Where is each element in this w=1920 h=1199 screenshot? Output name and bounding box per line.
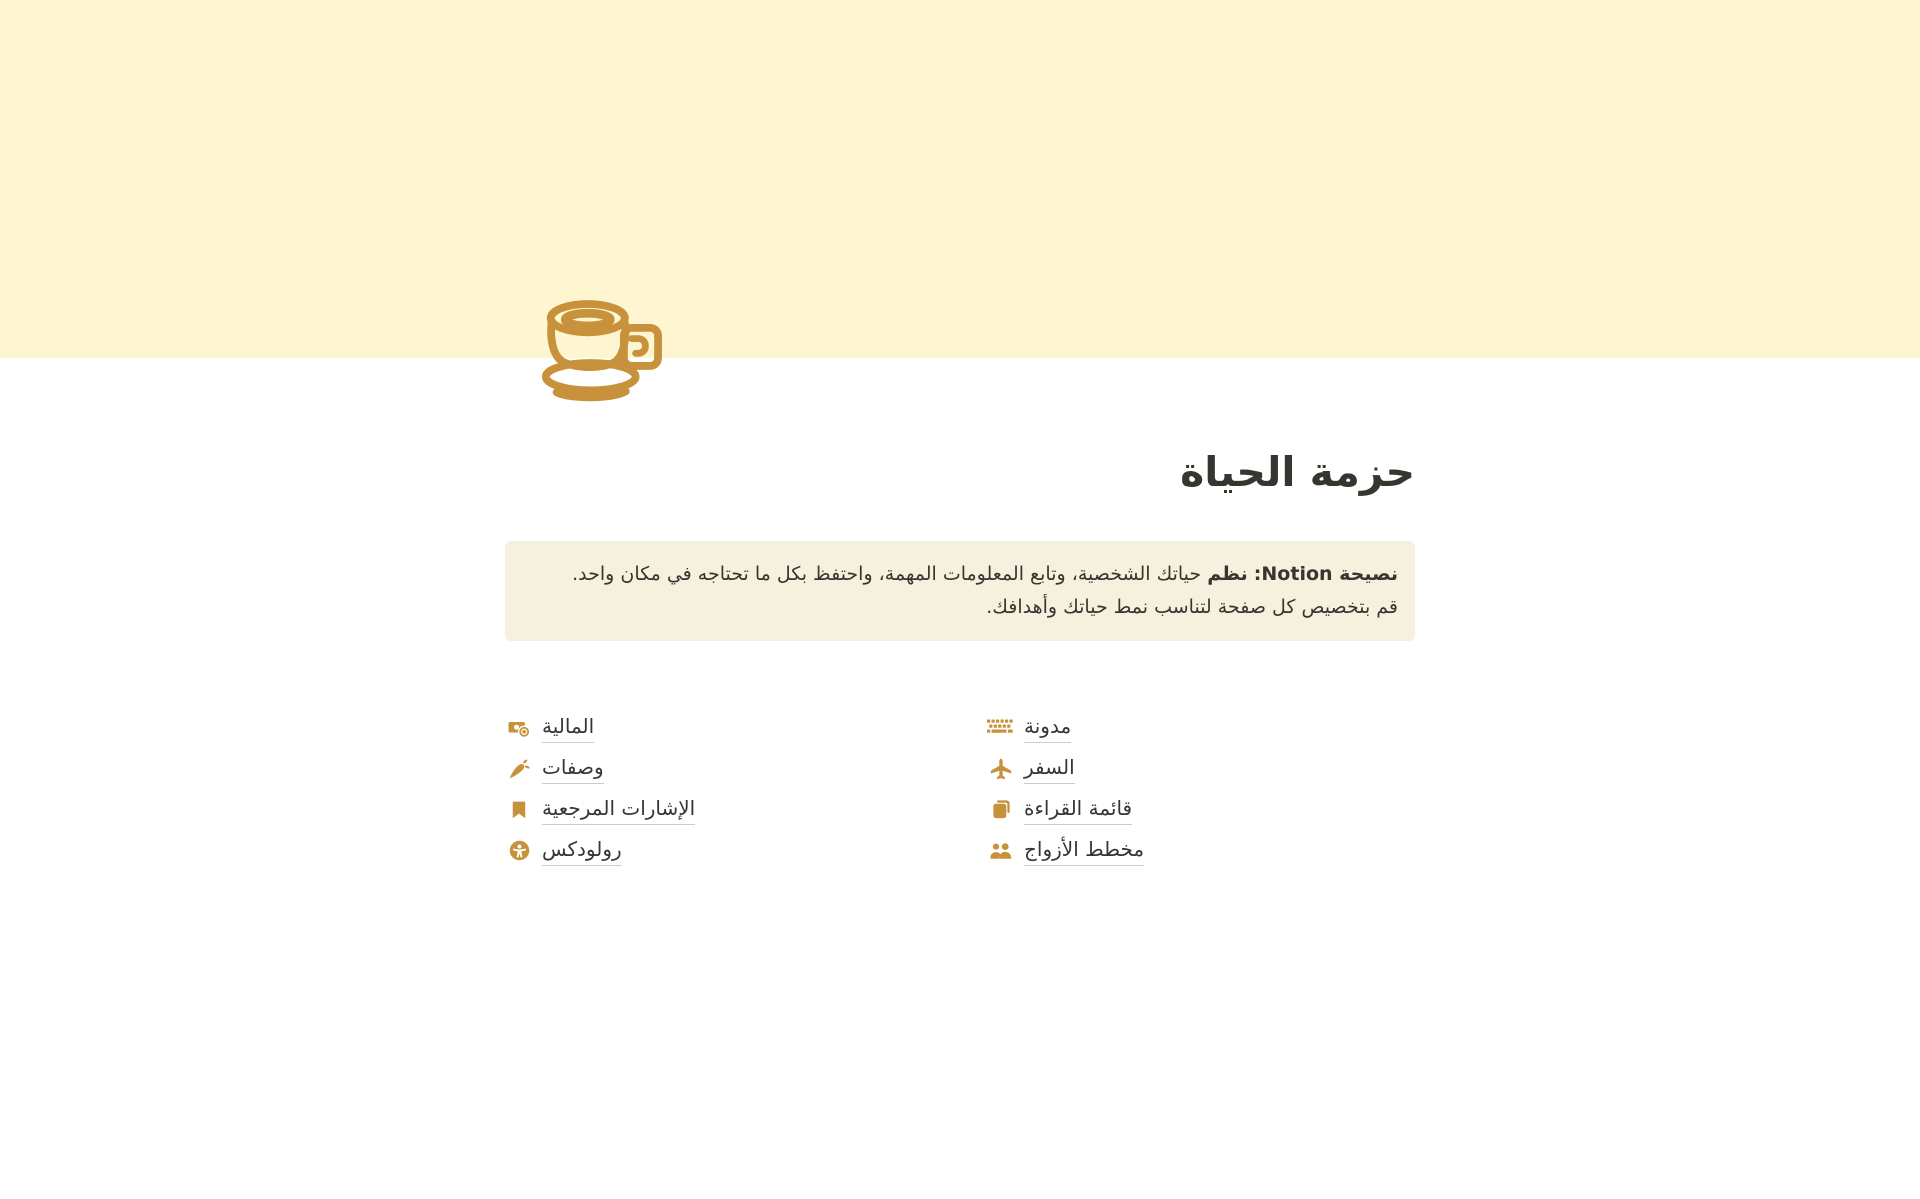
page-link-label: وصفات (542, 754, 604, 784)
page-link-label: قائمة القراءة (1024, 795, 1132, 825)
page-cover (0, 0, 1920, 358)
callout-bold-word: نظم (1207, 563, 1248, 586)
callout-text-rest: حياتك الشخصية، وتابع المعلومات المهمة، واحتفظ بكل ما تحتاجه في مكان واحد. (572, 563, 1202, 586)
page-link-label: رولودكس (542, 836, 622, 866)
bookmark-icon (505, 797, 533, 823)
carrot-icon (505, 756, 533, 782)
page-links-grid (505, 707, 1415, 871)
airplane-icon (987, 756, 1015, 782)
person-circle-icon (505, 838, 533, 864)
page-link-label: المالية (542, 713, 594, 743)
callout-line-1 (522, 558, 1398, 591)
page-link-label: مدونة (1024, 713, 1071, 743)
page-link-travel[interactable] (987, 748, 1415, 789)
notion-tip-callout (505, 541, 1415, 641)
page-link-reading-list[interactable] (987, 789, 1415, 830)
two-people-icon (987, 838, 1015, 864)
page-link-label: السفر (1024, 754, 1075, 784)
page-link-bookmarks[interactable] (505, 789, 945, 830)
page-link-blog[interactable] (987, 707, 1415, 748)
callout-bold-lead: نصيحة Notion: (1253, 563, 1398, 586)
page-link-rolodex[interactable] (505, 830, 945, 871)
page-link-label: الإشارات المرجعية (542, 795, 695, 825)
coffee-cup-icon[interactable] (526, 283, 673, 405)
page-title: حزمة الحياة (1180, 448, 1415, 496)
page-link-couples-planner[interactable] (987, 830, 1415, 871)
money-icon (505, 715, 533, 741)
links-column-right (987, 707, 1415, 871)
page-link-label: مخطط الأزواج (1024, 836, 1144, 866)
page-link-recipes[interactable] (505, 748, 945, 789)
page-link-finance[interactable] (505, 707, 945, 748)
links-column-left (505, 707, 945, 871)
typewriter-keyboard-icon (987, 715, 1015, 741)
book-icon (987, 797, 1015, 823)
callout-line-2: قم بتخصيص كل صفحة لتناسب نمط حياتك وأهدافك. (986, 596, 1398, 619)
